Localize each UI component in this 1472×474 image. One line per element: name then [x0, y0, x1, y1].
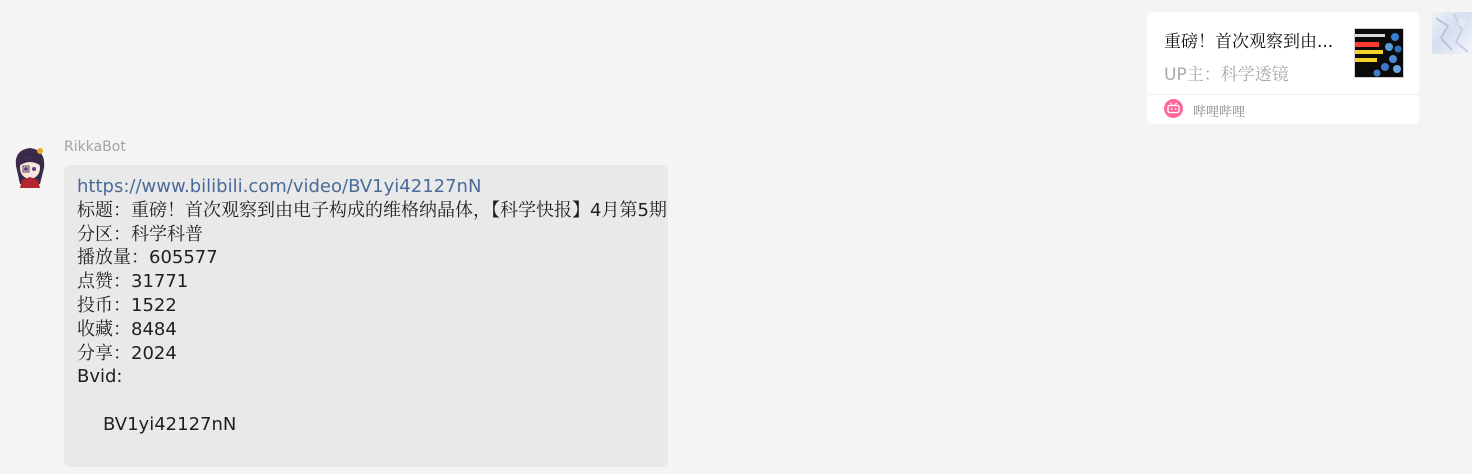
bilibili-logo-icon — [1164, 99, 1183, 118]
bvid-value: BV1yi42127nN — [103, 413, 237, 435]
field-label: 点赞 — [77, 271, 113, 293]
field-title: 标题：重磅！首次观察到由电子构成的维格纳晶体，【科学快报】4月第5期 — [77, 199, 667, 221]
field-value: 31771 — [131, 271, 189, 293]
share-card-uploader: UP主：科学透镜 — [1164, 65, 1289, 85]
field-likes: 点赞：31771 — [77, 271, 189, 293]
field-value: 8484 — [131, 318, 177, 340]
field-value: 605577 — [149, 247, 218, 269]
bvid-label: Bvid: — [77, 366, 123, 388]
field-value: 1522 — [131, 294, 177, 316]
field-coins: 投币：1522 — [77, 294, 177, 316]
field-label: 收藏 — [77, 318, 113, 340]
field-views: 播放量：605577 — [77, 247, 218, 269]
video-thumbnail — [1354, 28, 1404, 78]
field-shares: 分享：2024 — [77, 342, 177, 364]
field-label: 播放量 — [77, 247, 131, 269]
field-value: 2024 — [131, 342, 177, 364]
share-card-title: 重磅！首次观察到由... — [1164, 32, 1334, 52]
video-link[interactable]: https://www.bilibili.com/video/BV1yi42127nN — [77, 176, 482, 197]
bot-message-bubble — [64, 165, 668, 467]
field-favorites: 收藏：8484 — [77, 318, 177, 340]
bot-avatar[interactable] — [10, 144, 50, 188]
sender-name: RikkaBot — [64, 139, 126, 155]
field-label: 分区 — [77, 223, 113, 245]
field-label: 标题 — [77, 199, 113, 221]
field-value: 重磅！首次观察到由电子构成的维格纳晶体，【科学快报】4月第5期 — [131, 199, 667, 221]
field-label: 分享 — [77, 342, 113, 364]
self-avatar[interactable] — [1432, 12, 1472, 54]
share-card-app-name: 哔哩哔哩 — [1193, 105, 1246, 120]
field-label: 投币 — [77, 294, 113, 316]
video-share-card[interactable] — [1147, 12, 1419, 124]
share-card-divider — [1147, 94, 1419, 95]
field-category: 分区：科学科普 — [77, 223, 203, 245]
field-value: 科学科普 — [131, 223, 203, 245]
